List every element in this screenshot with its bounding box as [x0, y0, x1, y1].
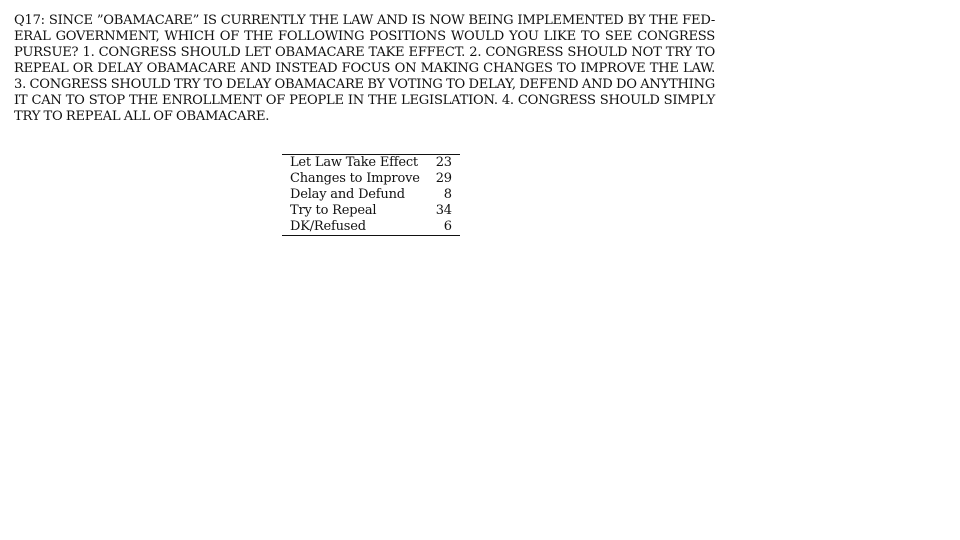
row-label: DK/Refused	[290, 219, 366, 234]
table-row	[282, 155, 460, 172]
table-row	[282, 187, 460, 203]
table-row	[282, 203, 460, 219]
row-value: 6	[443, 219, 452, 234]
row-value: 29	[435, 171, 452, 186]
row-value: 34	[435, 203, 452, 218]
row-value: 23	[435, 155, 452, 170]
table-row	[282, 219, 460, 236]
row-label: Let Law Take Effect	[290, 155, 418, 170]
row-value: 8	[443, 187, 452, 202]
row-label: Delay and Defund	[290, 187, 405, 202]
table-row	[282, 171, 460, 187]
row-label: Try to Repeal	[290, 203, 377, 218]
question-text: Q17: SINCE ”OBAMACARE” IS CURRENTLY THE LAW AND IS NOW BEING IMPLEMENTED BY THE FED- ERAL GOVERNMENT, WHICH OF THE FOLLOWING POSITIONS WOULD YOU LIKE TO SEE CONGRESS PURSUE? 1. CONGRESS SHOULD LET OBAMACARE TAKE EFFECT. 2. CONGRESS SHOULD NOT TRY TO REPEAL OR DELAY OBAMACARE AND INSTEAD FOCUS ON MAKING CHANGES TO IMPROVE THE LAW. 3. CONGRESS SHOULD TRY TO DELAY OBAMACARE BY VOTING TO DELAY, DEFEND AND DO ANYTHING IT CAN TO STOP THE ENROLLMENT OF PEOPLE IN THE LEGISLATION. 4. CONGRESS SHOULD SIMPLY TRY TO REPEAL ALL OF OBAMACARE.	[14, 13, 715, 124]
row-label: Changes to Improve	[290, 171, 420, 186]
results-table	[282, 154, 460, 236]
